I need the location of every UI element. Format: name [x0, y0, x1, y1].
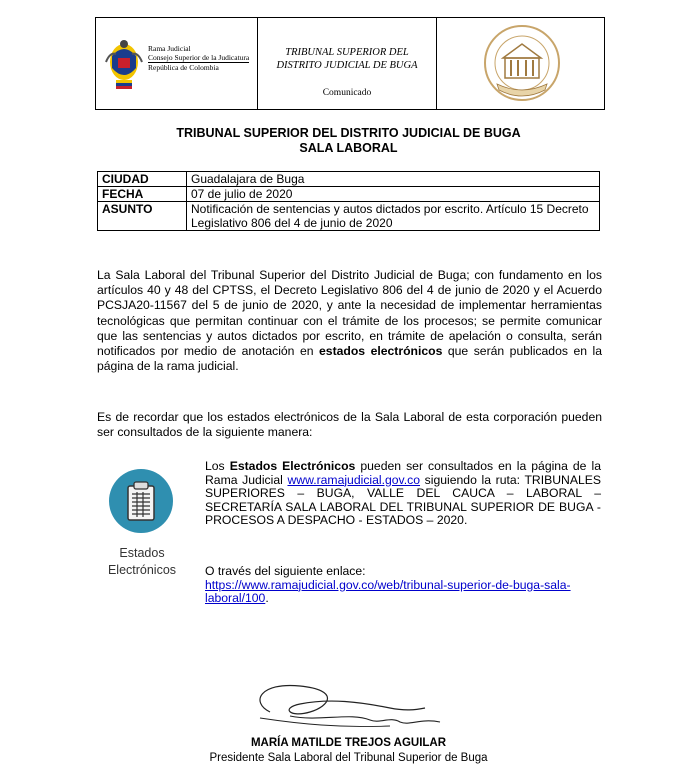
- estados-text-b: pueden ser consultados en la página de la Rama Judicial: [205, 459, 601, 487]
- asunto-value: Notificación de sentencias y autos dictados por escrito. Artículo 15 Decreto Legislativo 806 del 4 de junio de 2020: [187, 202, 600, 231]
- table-row: [98, 202, 600, 231]
- rama-line-3: República de Colombia: [148, 63, 219, 72]
- tribunal-seal-cell: [437, 18, 604, 109]
- tribunal-title-line2: DISTRITO JUDICIAL DE BUGA: [276, 60, 418, 71]
- table-row: [98, 187, 600, 202]
- document-header: [95, 17, 605, 110]
- estados-text-c: siguiendo la ruta: TRIBUNALES SUPERIORES – BUGA, VALLE DEL CAUCA – LABORAL – SECRETARÍA SALA LABORAL DEL TRIBUNAL SUPERIOR DE BUGA - PROCESOS A DESPACHO - ESTADOS – 2020.: [205, 472, 601, 527]
- estados-enlace-block: [205, 565, 601, 606]
- icon-caption-line2: Electrónicos: [107, 563, 177, 577]
- paragraph-recordar: Es de recordar que los estados electrónicos de la Sala Laboral de esta corporación pueden ser consultados de la siguiente manera:: [97, 410, 602, 440]
- fecha-label: FECHA: [98, 187, 187, 202]
- ramajudicial-link[interactable]: www.ramajudicial.gov.co: [287, 472, 421, 487]
- estados-electronicos-icon: [108, 468, 174, 534]
- rama-line-1: Rama Judicial: [148, 44, 191, 53]
- title-line-1: TRIBUNAL SUPERIOR DEL DISTRITO JUDICIAL DE BUGA: [176, 126, 521, 140]
- colombia-coat-of-arms-icon: [102, 32, 146, 92]
- estados-text-a: Los: [205, 459, 230, 473]
- estados-text-bold: Estados Electrónicos: [229, 459, 356, 473]
- enlace-end: .: [265, 591, 269, 605]
- ciudad-value: Guadalajara de Buga: [187, 172, 600, 187]
- fecha-value: 07 de julio de 2020: [187, 187, 600, 202]
- tribunal-seal-icon: [483, 22, 561, 104]
- paragraph-notice-part1: La Sala Laboral del Tribunal Superior del Distrito Judicial de Buga; con fundamento en los artículos 40 y 48 del CPTSS, el Decreto Legislativo 806 del 4 de junio de 2020 y el Acuerdo PCSJA20-11567 del 5 de junio de 2020, y ante la necesidad de implementar herramientas tecnológicas que permitan continuar con el trámite de los procesos; se permite comunicar que las sentencias y autos dictados por escrito, en trámite de apelación o consulta, serán notificados por medio de anotación en: [97, 268, 602, 359]
- paragraph-notice-bold: estados electrónicos: [319, 344, 443, 359]
- comunicado-label: Comunicado: [322, 88, 372, 98]
- tribunal-title-line1: TRIBUNAL SUPERIOR DEL: [285, 47, 409, 58]
- handwritten-signature: [240, 672, 460, 734]
- signatory-role: Presidente Sala Laboral del Tribunal Superior de Buga: [209, 752, 488, 764]
- table-row: [98, 172, 600, 187]
- ciudad-label: CIUDAD: [98, 172, 187, 187]
- document-title: [0, 126, 697, 156]
- tribunal-buga-link[interactable]: https://www.ramajudicial.gov.co/web/tribunal-superior-de-buga-sala-laboral/100: [205, 577, 571, 605]
- estados-instructions: [205, 460, 601, 528]
- rama-judicial-cell: [96, 18, 258, 109]
- paragraph-notice: [97, 268, 602, 374]
- asunto-label: ASUNTO: [98, 202, 187, 231]
- paragraph-notice-part2: que serán publicados en la página de la rama judicial.: [97, 344, 602, 374]
- rama-line-2: Consejo Superior de la Judicatura: [148, 53, 250, 62]
- info-table: [97, 171, 600, 231]
- rama-judicial-text: [148, 44, 249, 72]
- estados-icon-caption: [96, 545, 188, 579]
- title-line-2: SALA LABORAL: [299, 141, 398, 155]
- tribunal-title: [258, 46, 436, 72]
- icon-caption-line1: Estados: [119, 546, 165, 560]
- signatory-name: MARÍA MATILDE TREJOS AGUILAR: [250, 737, 447, 749]
- enlace-label: O través del siguiente enlace:: [205, 564, 366, 578]
- tribunal-title-cell: [258, 18, 437, 109]
